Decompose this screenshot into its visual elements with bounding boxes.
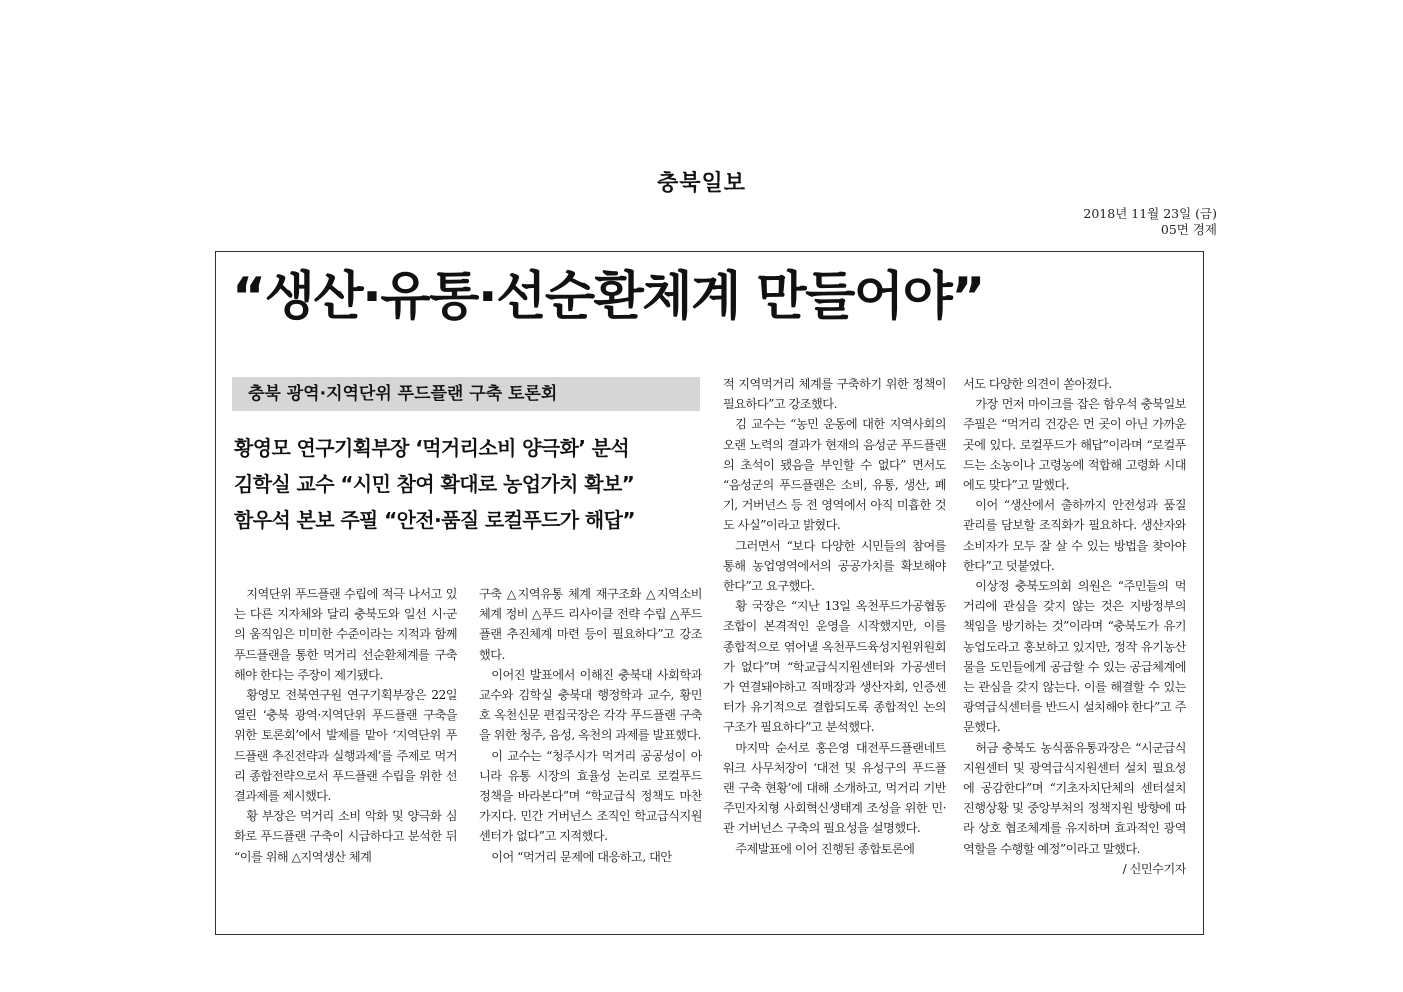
paragraph: 이어진 발표에서 이해진 충북대 사회학과 교수와 김학실 충북대 행정학과 교수, 황민호 옥천신문 편집국장은 각각 푸드플랜 구축을 위한 청주, 음성, 옥천의 과제를 발표했다. [479,667,702,743]
issue-meta [1083,206,1217,238]
article-kicker: 충북 광역·지역단위 푸드플랜 구축 토론회 [232,377,700,411]
newspaper-masthead: 충북일보 [656,171,746,196]
byline: / 신민수기자 [1122,861,1186,876]
paragraph: 주제발표에 이어 진행된 종합토론에 [735,841,915,856]
paragraph: 구축 △지역유통 체계 재구조화 △지역소비 체계 정비 △푸드 리사이클 전략 수립 △푸드플랜 추진체계 마련 등이 필요하다”고 강조했다. [479,587,702,662]
paragraph: 마지막 순서로 홍은영 대전푸드플랜네트워크 사무처장이 ‘대전 및 유성구의 푸드플랜 구축 현황’에 대해 소개하고, 먹거리 기반 주민자치형 사회혁신생태계 조성을 위한 민·관 거버넌스 구축의 필요성을 설명했다. [723,740,946,836]
paragraph: 황 국장은 “지난 13일 옥천푸드가공협동조합이 본격적인 운영을 시작했지만, 이를 종합적으로 엮어낼 옥천푸드육성지원위원회가 없다”며 “학교급식지원센터와 가공센터가 연결돼야하고 직매장과 생산자회, 인증센터가 유기적으로 결합되도록 종합적인 논의구조가 필요하다”고 분석했다. [723,599,946,735]
subhead-3: 함우석 본보 주필 “안전·품질 로컬푸드가 해답” [234,508,635,532]
paragraph-text: 허금 충북도 농식품유통과장은 “시군급식지원센터 및 광역급식지원센터 설치 필요성에 공감한다”며 “기초자치단체의 센터설치 진행상황 및 중앙부처의 정책지원 방향에 따라 상호 협조체계를 유지하며 효과적인 광역 역할을 수행할 예정”이라고 말했다. [963,740,1186,856]
paragraph: 황영모 전북연구원 연구기획부장은 22일 열린 ‘충북 광역·지역단위 푸드플랜 구축을 위한 토론회’에서 발제를 맡아 ‘지역단위 푸드플랜 추진전략과 실행과제’를 주제로 먹거리 종합전략으로서 푸드플랜 수립을 위한 선결과제를 제시했다. [234,688,457,804]
article-column-3 [723,374,946,924]
article-subheads [234,430,704,538]
paragraph: 김 교수는 “농민 운동에 대한 지역사회의 오랜 노력의 결과가 현재의 음성군 푸드플랜의 초석이 됐음을 부인할 수 없다” 면서도 “음성군의 푸드플랜은 소비, 유통, 생산, 폐기, 거버넌스 등 전 영역에서 아직 미흡한 것도 사실”이라고 밝혔다. [723,417,946,533]
subhead-2: 김학실 교수 “시민 참여 확대로 농업가치 확보” [234,472,635,496]
page-section: 05면 경제 [1160,222,1217,237]
paragraph: 이 교수는 “청주시가 먹거리 공공성이 아니라 유통 시장의 효율성 논리로 로컬푸드 정책을 바라본다”며 “학교급식 정책도 마찬가지다. 민간 거버넌스 조직인 학교급식지원센터가 없다”고 지적했다. [479,748,702,844]
issue-date: 2018년 11월 23일 (금) [1083,206,1217,221]
article-frame [215,251,1204,935]
article-column-1 [234,584,457,924]
paragraph: 그러면서 “보다 다양한 시민들의 참여를 통해 농업영역에서의 공공가치를 확보해야 한다”고 요구했다. [723,538,946,594]
paragraph: 황 부장은 먹거리 소비 악화 및 양극화 심화로 푸드플랜 구축이 시급하다고 분석한 뒤 “이를 위해 △지역생산 체계 [234,809,457,864]
paragraph: 서도 다양한 의견이 쏟아졌다. [963,377,1112,391]
subhead-1: 황영모 연구기획부장 ‘먹거리소비 양극화’ 분석 [234,436,630,460]
paragraph: 이어 “먹거리 문제에 대응하고, 대안 [491,849,672,864]
paragraph: 이어 “생산에서 출하까지 안전성과 품질관리를 담보할 조직화가 필요하다. 생산자와 소비자가 모두 잘 살 수 있는 방법을 찾아야 한다”고 덧붙였다. [963,498,1186,573]
paragraph: 가장 먼저 마이크를 잡은 함우석 충북일보 주필은 “먹거리 건강은 먼 곳이 아닌 가까운 곳에 있다. 로컬푸드가 해답”이라며 “로컬푸드는 소농이나 고령농에 적합해 고령화 시대에도 맞다”고 말했다. [963,397,1186,493]
paragraph-final [963,738,1186,876]
article-column-4 [963,374,1186,924]
article-column-2 [479,584,702,924]
article-headline: “생산·유통·선순환체계 만들어야” [232,267,984,327]
paragraph: 지역단위 푸드플랜 수립에 적극 나서고 있는 다른 지자체와 달리 충북도와 일선 시·군의 움직임은 미미한 수준이라는 지적과 함께 푸드플랜을 통한 먹거리 선순환체계를 구축해야 한다는 주장이 제기됐다. [234,587,457,682]
paragraph: 적 지역먹거리 체계를 구축하기 위한 정책이 필요하다”고 강조했다. [723,377,946,412]
paragraph: 이상정 충북도의회 의원은 “주민들의 먹거리에 관심을 갖지 않는 것은 지방정부의 책임을 방기하는 것”이라며 “충북도가 유기농업도라고 홍보하고 있지만, 정작 유기농산물을 도민들에게 공급할 수 있는 공급체계에는 관심을 갖지 않는다. 이를 해결할 수 있는 광역급식센터를 반드시 설치해야 한다”고 주문했다. [963,579,1186,735]
